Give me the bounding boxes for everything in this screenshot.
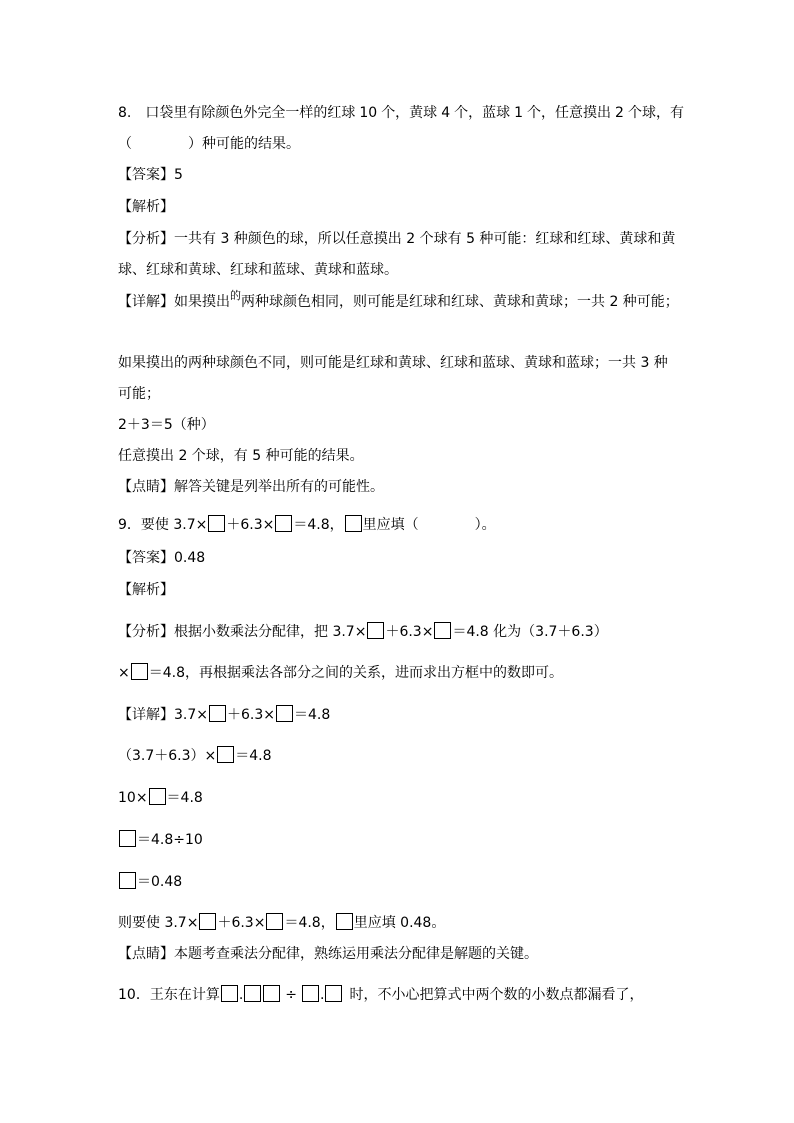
q8-jiexi-heading: 【解析】 bbox=[118, 199, 174, 215]
text: 个，任意摸出 bbox=[527, 105, 612, 121]
q8-analysis-line2: 球、红球和黄球、红球和蓝球、黄球和蓝球。 bbox=[118, 262, 398, 278]
number: 4 bbox=[441, 105, 451, 121]
square-box bbox=[434, 622, 451, 639]
square-box bbox=[275, 515, 292, 532]
text: ＝4.8 bbox=[166, 790, 203, 806]
square-box bbox=[217, 746, 234, 763]
text: ＝4.8， bbox=[293, 517, 344, 533]
square-box bbox=[149, 788, 166, 805]
text: 10× bbox=[118, 790, 148, 806]
text: 【详解】3.7× bbox=[118, 707, 208, 723]
q8-detail-line3: 可能； bbox=[118, 386, 160, 402]
q8-answer: 【答案】5 bbox=[118, 167, 183, 183]
square-box bbox=[209, 705, 226, 722]
text: 里应填 0.48。 bbox=[353, 915, 446, 931]
q8-result: 任意摸出 2 个球，有 5 种可能的结果。 bbox=[118, 448, 364, 464]
text: ＋6.3× bbox=[226, 517, 275, 533]
q9-stem bbox=[118, 515, 496, 535]
text: ＝4.8 bbox=[294, 707, 331, 723]
square-box bbox=[266, 913, 283, 930]
text: ＋6.3× bbox=[217, 915, 266, 931]
square-box bbox=[131, 663, 148, 680]
text: 9．要使 3.7× bbox=[118, 517, 208, 533]
number: 10 bbox=[359, 105, 378, 121]
q9-answer: 【答案】0.48 bbox=[118, 550, 206, 566]
decimal-point: . bbox=[320, 987, 325, 1003]
text: ＝4.8÷10 bbox=[137, 832, 203, 848]
text: ）种可能的结果。 bbox=[188, 136, 300, 152]
q8-calc: 2＋3＝5（种） bbox=[118, 417, 215, 433]
text: 时，不小心把算式中两个数的小数点都漏看了， bbox=[349, 987, 644, 1003]
text: 个，黄球 bbox=[381, 105, 438, 121]
text: × bbox=[118, 665, 130, 681]
square-box bbox=[263, 985, 280, 1002]
square-box bbox=[199, 913, 216, 930]
open-paren: （ bbox=[118, 136, 132, 152]
square-box bbox=[276, 705, 293, 722]
raised-char: 的 bbox=[230, 289, 241, 302]
square-box bbox=[345, 515, 362, 532]
q8-detail-line1 bbox=[118, 289, 679, 313]
text: ＋6.3× bbox=[385, 624, 434, 640]
q8-detail-line2: 如果摸出的两种球颜色不同，则可能是红球和黄球、红球和蓝球、黄球和蓝球；一共 3 种 bbox=[118, 355, 668, 371]
text: 个，蓝球 bbox=[454, 105, 511, 121]
text: 则要使 3.7× bbox=[118, 915, 199, 931]
q9-analysis-line1 bbox=[118, 622, 608, 642]
square-box bbox=[244, 985, 261, 1002]
q9-conclusion bbox=[118, 913, 445, 933]
text: 8. 口袋里有除颜色外完全一样的红球 bbox=[118, 105, 356, 121]
q8-stem-line1 bbox=[118, 103, 684, 123]
text: ＝4.8 bbox=[235, 748, 272, 764]
text: 个球，有 bbox=[627, 105, 684, 121]
number: 2 bbox=[615, 105, 624, 121]
decimal-point: . bbox=[238, 987, 244, 1003]
square-box bbox=[119, 830, 136, 847]
q8-analysis-line1: 【分析】一共有 3 种颜色的球，所以任意摸出 2 个球有 5 种可能：红球和红球、黄球和黄 bbox=[118, 231, 676, 247]
square-box bbox=[208, 515, 225, 532]
text: 【详解】如果摸出 bbox=[118, 294, 230, 310]
text: ＋6.3× bbox=[227, 707, 275, 723]
text: 【分析】根据小数乘法分配律，把 3.7× bbox=[118, 624, 367, 640]
q8-stem-line2 bbox=[118, 134, 300, 154]
q9-step3 bbox=[118, 788, 203, 808]
text: ＝4.8，再根据乘法各部分之间的关系，进而求出方框中的数即可。 bbox=[148, 665, 563, 681]
text: 两种球颜色相同，则可能是红球和红球、黄球和黄球；一共 2 种可能； bbox=[241, 294, 679, 310]
square-box bbox=[221, 985, 238, 1002]
divide-sign: ÷ bbox=[285, 987, 298, 1003]
text: （3.7＋6.3）× bbox=[118, 748, 217, 764]
q10-stem bbox=[118, 985, 643, 1005]
text: ＝4.8， bbox=[284, 915, 335, 931]
q9-step5 bbox=[118, 872, 182, 892]
q9-jiexi-heading: 【解析】 bbox=[118, 582, 174, 598]
text: 10．王东在计算 bbox=[118, 987, 220, 1003]
q8-key-point: 【点睛】解答关键是列举出所有的可能性。 bbox=[118, 479, 384, 495]
number: 1 bbox=[514, 105, 524, 121]
q9-step2 bbox=[118, 746, 272, 766]
square-box bbox=[367, 622, 384, 639]
square-box bbox=[336, 913, 353, 930]
square-box bbox=[119, 872, 136, 889]
text: 里应填（ bbox=[362, 517, 419, 533]
text: ）。 bbox=[474, 517, 496, 533]
q9-analysis-line2 bbox=[118, 663, 563, 683]
q9-step1 bbox=[118, 705, 330, 725]
q9-step4 bbox=[118, 830, 203, 850]
q9-key-point: 【点睛】本题考查乘法分配律，熟练运用乘法分配律是解题的关键。 bbox=[118, 946, 538, 962]
square-box bbox=[325, 985, 342, 1002]
text: ＝4.8 化为（3.7＋6.3） bbox=[452, 624, 608, 640]
text: ＝0.48 bbox=[137, 874, 183, 890]
square-box bbox=[302, 985, 319, 1002]
